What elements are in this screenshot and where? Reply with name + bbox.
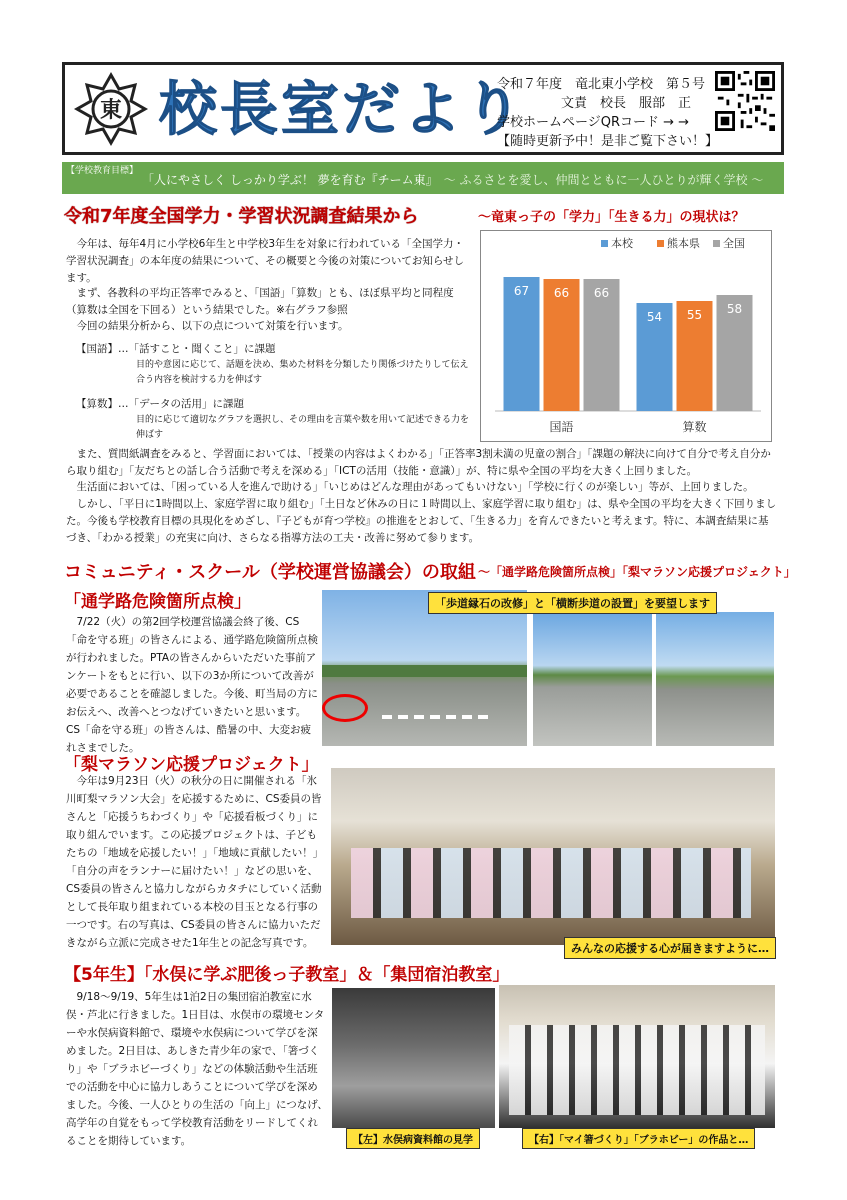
route-photo-caption: 「歩道縁石の改修」と「横断歩道の設置」を要望します [428,592,717,614]
legend-swatch [601,240,608,247]
qr-label: 学校ホームページQRコード → → [497,115,690,130]
bar-value-label: 54 [646,310,663,324]
route-check-heading: 「通学路危険箇所点検」 [64,592,251,612]
bar-value-label: 66 [593,286,610,300]
section1-heading: 令和7年度全国学力・学習状況調査結果から [64,206,419,227]
museum-photo-caption: 【左】水俣病資料館の見学 [346,1128,480,1149]
section1-para1: 今年は、毎年4月に小学校6年生と中学校3年生を対象に行われている「全国学力・学習状況調査」の本年度の結果について、その概要と今後の対策についてお知らせします。 [66,238,465,284]
bar-value-label: 67 [513,284,530,298]
hazard-circle [322,694,368,722]
marathon-text: 今年は9月23日（火）の秋分の日に開催される「氷川町梨マラソン大会」を応援するために、CS委員の皆さんと「応援うちわづくり」や「応援看板づくり」に取り組んでいます。この応援プロジェクトは、子どもたちの「地域を応援したい！」「地域に貢献したい！」「自分の声をランナーに届けたい！」などの思いを、CS委員の皆さんと協力しながらカタチにしていく活動として長年取り組まれている本校の目玉となる行事の一つです。右の写真は、CS委員の皆さんに協力いただきながら立派に完成させた1年生との記念写真です。 [66,775,324,949]
newsletter-header [62,62,784,155]
results-bar-chart [480,230,772,442]
chart-svg [481,231,771,441]
museum-photo [332,988,495,1128]
section3-heading: 【5年生】「水俣に学ぶ肥後っ子教室」＆「集団宿泊教室」 [64,965,510,985]
section1-para4: また、質問紙調査をみると、学習面においては、「授業の内容はよくわかる」「正答率3割未満の児童の割合」「課題の解決に向けて自分で考え自分から取り組む」「友だちとの話し合う活動で考えを深める」「ICTの活用（技能・意識）」が、特に県や全国の平均を大きく上回りました。 [66,448,771,477]
section1-para3: 今回の結果分析から、以下の点について対策を行います。 [66,320,349,332]
bar-value-label: 55 [686,308,703,322]
bar-value-label: 58 [726,302,743,316]
section2-heading: コミュニティ・スクール（学校運営協議会）の取組 [64,562,476,583]
legend-label: 全国 [723,237,745,250]
route-photo-2 [533,612,652,746]
school-motto-bar [62,162,784,194]
section1-para5: 生活面においては、「困っている人を進んで助ける」「いじめはどんな理由があってもいけない」「学校に行くのが楽しい」等が、上回りました。 [66,481,754,493]
marathon-class-photo [331,768,775,945]
update-note: 【随時更新予中！是非ご覧下さい！】 [497,134,719,149]
section1-subheading: ～竜東っ子の「学力」「生きる力」の現状は？ [478,210,745,225]
sansu-heading: 【算数】…「データの活用」に課題 [76,398,244,410]
route-check-text: 7/22（火）の第2回学校運営協議会終了後、CS「命を守る班」の皆さんによる、通学路危険箇所点検が行われました。PTAの皆さんからいただいた事前アンケートをもとに行い、以下の3か所について改善が必要であることを確認しました。今後、町当局の方にお伝えへ、改善へとつなげていきたいと思います。CS「命を守る班」の皆さんは、酷暑の中、大変お疲れさまでした。 [66,616,318,754]
kokugo-body: 目的や意図に応じて、話題を決め、集めた材料を分類したり関係づけたりして伝え合う内容を検討する力を伸ばす [136,360,469,385]
bar-value-label: 66 [553,286,570,300]
sansu-body: 目的に応じて適切なグラフを選択し、その理由を言葉や数を用いて記述できる力を伸ばす [136,415,470,440]
marathon-photo-caption: みんなの応援する心が届きますように… [564,937,776,959]
qr-code-icon[interactable] [715,71,775,131]
issue-info: 令和７年度 竜北東小学校 第５号 [497,77,706,92]
route-photo-3 [656,612,774,746]
legend-swatch [657,240,664,247]
section3-text: 9/18～9/19、5年生は1泊2日の集団宿泊教室に水俣・芦北に行きました。1日目は、水俣市の環境センターや水俣病資料館で、環境や水俣病について学びを深めました。2日目は、あしきた青少年の家で、「箸づくり」や「ブラホビーづくり」などの体験活動や生活班での活動を中心に協力しあうことについて学びを深めました。今後、一人ひとりの生活の「向上」につなげ、高学年の自覚をもって学校教育活動をリードしてくれることを期待しています。 [66,991,328,1147]
author-info: 文責 校長 服部 正 [561,96,692,111]
group-photo-caption: 【右】「マイ箸づくり」「ブラホビー」の作品と… [522,1128,755,1149]
legend-label: 熊本県 [667,237,700,250]
category-label: 国語 [549,420,574,434]
school-emblem-icon [73,71,149,147]
kokugo-heading: 【国語】…「話すこと・聞くこと」に課題 [76,343,276,355]
category-label: 算数 [682,420,707,434]
motto-tag: 【学校教育目標】 [66,166,139,176]
group-photo [499,985,775,1128]
section1-para6: しかし、「平日に1時間以上、家庭学習に取り組む」「土日など休みの日に１時間以上、家庭学習に取り組む」は、県や全国の平均を大きく下回りました。今後も学校教育目標の具現化をめざし、『子どもが育つ学校』の推進をとおして、「生きる力」を育んできたいと考えます。特に、本調査結果に基づき、「わかる授業」の充実に向け、さらなる指導方法の工夫・改善に努めて参ります。 [66,498,777,544]
legend-label: 本校 [611,237,633,250]
marathon-heading: 「梨マラソン応援プロジェクト」 [64,755,319,775]
motto-main: 「人にやさしく しっかり学ぶ！ 夢を育む『チーム東』 [142,173,432,187]
section2-subheading: ～「通学路危険箇所点検」「梨マラソン応援プロジェクト」 [478,565,796,579]
legend-swatch [713,240,720,247]
section1-para2: まず、各教科の平均正答率でみると、「国語」「算数」とも、ほぼ県平均と同程度（算数は全国を下回る）という結果でした。※右グラフ参照 [66,287,454,316]
page-title: 校長室だより [159,75,526,143]
emblem-char: 東 [99,97,123,123]
motto-sub: ～ ふるさとを愛し、仲間とともに一人ひとりが輝く学校 ～ [443,173,764,187]
